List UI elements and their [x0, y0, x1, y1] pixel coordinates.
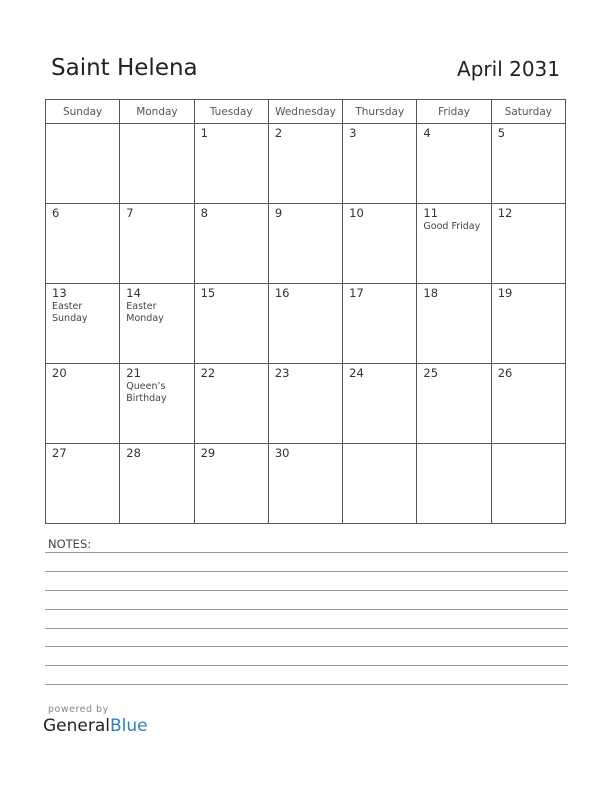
calendar-day-cell: [120, 284, 194, 364]
weekday-wednesday: Wednesday: [268, 100, 342, 124]
calendar-day-cell: [491, 124, 565, 204]
notes-line: [45, 665, 568, 666]
day-number: 12: [497, 206, 513, 220]
weekday-thursday: Thursday: [343, 100, 417, 124]
calendar-day-cell: [194, 204, 268, 284]
holiday-label: Easter Monday: [126, 301, 164, 324]
day-number: 3: [349, 126, 357, 140]
calendar-week-row: [46, 124, 566, 204]
day-number: 21: [126, 366, 141, 380]
notes-line: [45, 571, 568, 572]
calendar-week-row: [46, 284, 566, 364]
calendar-day-cell: [120, 204, 194, 284]
calendar-day-cell: [417, 124, 491, 204]
holiday-label: Good Friday: [423, 221, 481, 232]
calendar-week-row: [46, 364, 566, 444]
calendar-day-cell: [491, 444, 565, 524]
day-number: 10: [349, 206, 364, 220]
calendar-day-cell: [343, 364, 417, 444]
calendar-day-cell: [491, 284, 565, 364]
day-number: 24: [349, 366, 364, 380]
calendar-day-cell: [120, 444, 194, 524]
day-number: 19: [497, 286, 513, 300]
notes-line: [45, 590, 568, 591]
day-number: 22: [200, 366, 216, 380]
calendar-day-cell: [343, 284, 417, 364]
calendar-day-cell: [194, 364, 268, 444]
day-number: 30: [274, 446, 290, 460]
holiday-label: Queen’s Birthday: [126, 381, 167, 404]
calendar-day-cell: [194, 284, 268, 364]
calendar-week-row: [46, 444, 566, 524]
calendar-day-cell: [194, 124, 268, 204]
day-number: 6: [52, 206, 60, 220]
calendar-day-cell: [417, 204, 491, 284]
calendar-day-cell: [268, 284, 342, 364]
calendar-day-cell: [417, 444, 491, 524]
calendar-day-cell: [46, 284, 120, 364]
notes-line: [45, 684, 568, 685]
day-number: 8: [200, 206, 208, 220]
notes-label: NOTES:: [48, 537, 92, 551]
calendar-day-cell: [268, 444, 342, 524]
day-number: 15: [200, 286, 216, 300]
notes-line: [45, 628, 568, 629]
calendar-day-cell: [268, 364, 342, 444]
calendar-day-cell: [46, 204, 120, 284]
day-number: 14: [126, 286, 141, 300]
day-number: 9: [274, 206, 283, 220]
notes-line: [45, 609, 568, 610]
day-number: 2: [274, 126, 283, 140]
day-number: 18: [423, 286, 439, 300]
calendar-day-cell: [194, 444, 268, 524]
day-number: 29: [200, 446, 216, 460]
day-number: 7: [126, 206, 134, 220]
calendar-country-title: Saint Helena: [51, 55, 198, 81]
calendar-day-cell: [120, 124, 194, 204]
calendar-day-cell: [46, 124, 120, 204]
day-number: 13: [52, 286, 67, 300]
day-number: 28: [126, 446, 141, 460]
calendar-day-cell: [268, 124, 342, 204]
brand-logo: [43, 716, 148, 736]
day-number: 17: [349, 286, 364, 300]
notes-line: [45, 646, 568, 647]
brand-blue: Blue: [110, 716, 148, 736]
day-number: 11: [423, 206, 439, 220]
calendar-day-cell: [268, 204, 342, 284]
calendar-day-cell: [417, 284, 491, 364]
day-number: 25: [423, 366, 439, 380]
day-number: 16: [274, 286, 290, 300]
calendar-day-cell: [343, 204, 417, 284]
calendar-day-cell: [343, 124, 417, 204]
weekday-friday: Friday: [417, 100, 491, 124]
day-number: 1: [200, 126, 208, 140]
day-number: 4: [423, 126, 431, 140]
brand-general: General: [43, 716, 110, 736]
weekday-saturday: Saturday: [491, 100, 565, 124]
day-number: 27: [52, 446, 67, 460]
day-number: 23: [274, 366, 290, 380]
calendar-day-cell: [46, 444, 120, 524]
powered-by-text: powered by: [48, 704, 109, 715]
weekday-tuesday: Tuesday: [194, 100, 268, 124]
day-number: 5: [497, 126, 506, 140]
calendar-grid: [45, 99, 566, 524]
calendar-day-cell: [46, 364, 120, 444]
weekday-monday: Monday: [120, 100, 194, 124]
calendar-day-cell: [491, 364, 565, 444]
weekday-sunday: Sunday: [46, 100, 120, 124]
day-number: 26: [497, 366, 513, 380]
calendar-day-cell: [343, 444, 417, 524]
weekday-header-row: [46, 100, 566, 124]
calendar-month-title: April 2031: [457, 57, 560, 81]
calendar-day-cell: [417, 364, 491, 444]
holiday-label: Easter Sunday: [52, 301, 88, 324]
notes-line: [45, 552, 568, 553]
calendar-week-row: [46, 204, 566, 284]
day-number: 20: [52, 366, 67, 380]
calendar-day-cell: [120, 364, 194, 444]
calendar-day-cell: [491, 204, 565, 284]
